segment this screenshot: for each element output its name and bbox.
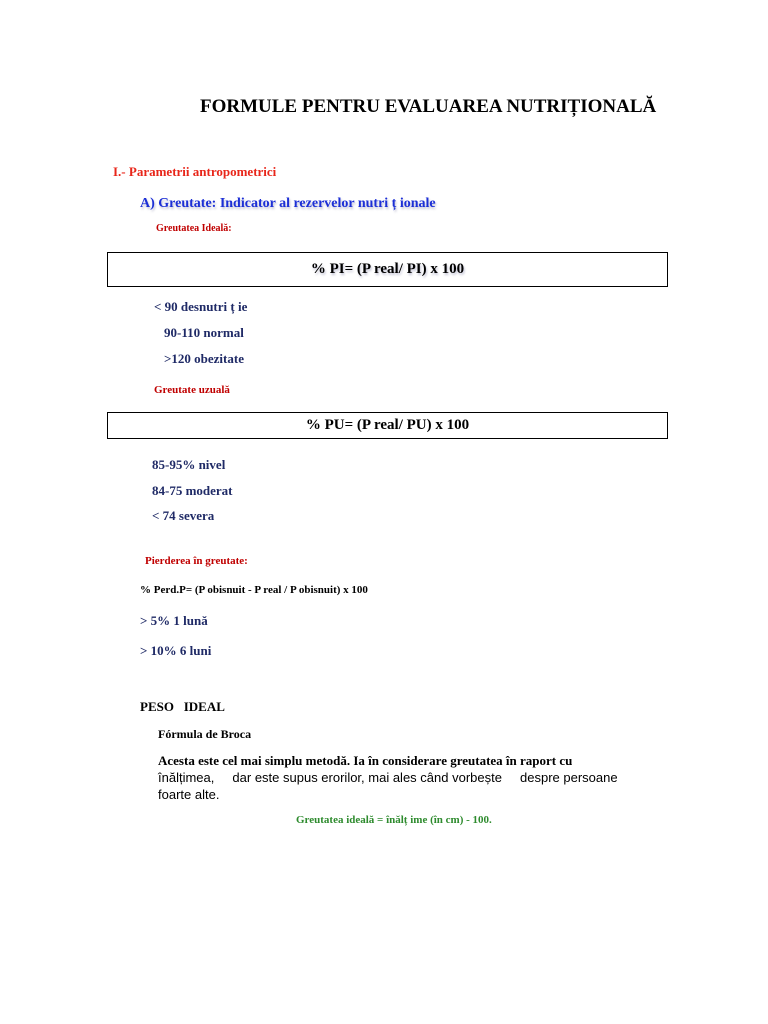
ideal-weight-label: Greutatea Ideală: xyxy=(156,223,232,234)
weight-loss-label: Pierderea în greutate: xyxy=(145,555,248,567)
formula-weight-loss: % Perd.P= (P obisnuit - P real / P obisnuit) x 100 xyxy=(140,584,368,596)
pu-range-item: 84-75 moderat xyxy=(152,483,233,498)
formula-box-pu xyxy=(107,412,668,439)
broca-formula-heading: Fórmula de Broca xyxy=(158,727,252,741)
broca-description-line1: Acesta este cel mai simplu metodă. Ia în considerare greutatea în raport cu xyxy=(158,753,573,768)
broca-description xyxy=(158,752,648,803)
loss-range-item: > 5% 1 lună xyxy=(140,613,208,628)
pu-range-item: < 74 severa xyxy=(152,508,215,523)
pi-range-item: 90-110 normal xyxy=(164,325,244,340)
pu-range-item: 85-95% nivel xyxy=(152,457,226,472)
page-title: FORMULE PENTRU EVALUAREA NUTRIȚIONALĂ xyxy=(200,96,657,117)
broca-description-line2: înălțimea, dar este supus erorilor, mai ales când vorbește despre persoane foarte alte. xyxy=(158,770,622,802)
formula-box-pi xyxy=(107,252,668,287)
ideal-weight-formula: Greutatea ideală = înălț ime (în cm) - 100. xyxy=(296,814,492,826)
peso-ideal-heading: PESO IDEAL xyxy=(140,699,225,714)
subsection-weight: A) Greutate: Indicator al rezervelor nutri ț ionale xyxy=(140,196,436,211)
section-heading-anthropometric: I.- Parametrii antropometrici xyxy=(113,164,277,179)
formula-pu: % PU= (P real/ PU) x 100 xyxy=(305,417,470,433)
usual-weight-label: Greutate uzuală xyxy=(154,384,230,396)
loss-range-item: > 10% 6 luni xyxy=(140,643,212,658)
formula-pi: % PI= (P real/ PI) x 100 xyxy=(310,261,465,277)
pi-range-item: >120 obezitate xyxy=(164,351,244,366)
pi-range-item: < 90 desnutri ț ie xyxy=(154,299,248,314)
